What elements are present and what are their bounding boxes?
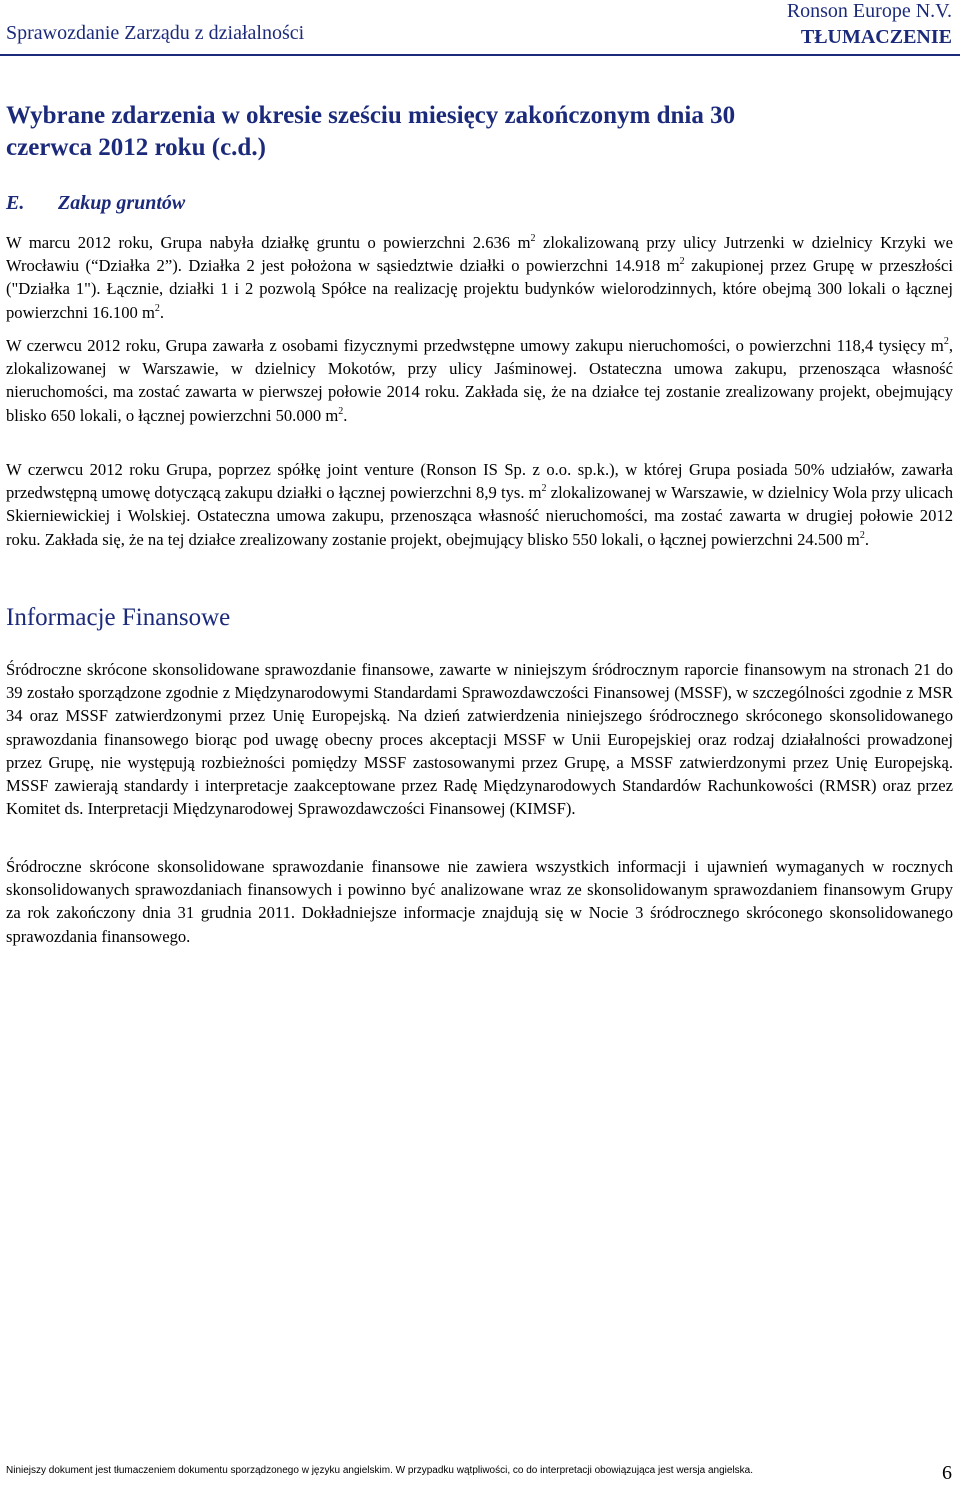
company-name: Ronson Europe N.V.	[786, 0, 952, 22]
superscript: 2	[679, 256, 685, 268]
paragraph-land-purchase-wola	[6, 458, 953, 551]
paragraph-land-purchase-mokotow	[6, 334, 953, 427]
superscript: 2	[541, 483, 547, 495]
page-number: 6	[942, 1462, 952, 1484]
footer-translation-note: Niniejszy dokument jest tłumaczeniem dokumentu sporządzonego w języku angielskim. W przypadku wątpliwości, co do interpretacji obowiązująca jest wersja angielska.	[6, 1465, 754, 1476]
header-divider	[0, 54, 960, 56]
section-title: Wybrane zdarzenia w okresie sześciu miesięcy zakończonym dnia 30 czerwca 2012 roku (c.d.)	[6, 102, 736, 161]
paragraph-financial-basis: Śródroczne skrócone skonsolidowane sprawozdanie finansowe, zawarte w niniejszym śródrocznym raporcie finansowym na stronach 21 do 39 zostało sporządzone zgodnie z Międzynarodowymi Standardami Sprawozdawczości Finansowej (MSSF), w szczególności zgodnie z MSR 34 oraz MSSF zatwierdzonymi przez Unię Europejską. Na dzień zatwierdzenia niniejszego śródrocznego skróconego skonsolidowanego sprawozdania finansowego biorąc pod uwagę obecny proces akceptacji MSSF w Unii Europejskiej oraz rodzaj działalności prowadzonej przez Grupę, nie występują rozbieżności pomiędzy MSSF zastosowanymi przez Grupę, a MSSF zatwierdzonymi przez Unię Europejską. MSSF zawierają standardy i interpretacje zaakceptowane przez Radę Międzynarodowych Standardów Rachunkowości (RMSR) oraz przez Komitet ds. Interpretacji Międzynarodowej Sprawozdawczości Finansowej (KIMSF).	[6, 660, 953, 819]
paragraph-land-purchase-wroclaw	[6, 231, 953, 324]
translation-label: TŁUMACZENIE	[800, 26, 952, 48]
subsection-heading	[6, 192, 185, 215]
subsection-letter: E.	[6, 192, 25, 214]
text-run: zakupionej przez Grupę w przeszłości ("Działka 1"). Łącznie, działki 1 i 2 pozwolą Spółce na realizację projektu budynków wielorodzinnych, które obejmą 300 lokali o łącznej powierzchni 16.100 m	[6, 256, 953, 322]
superscript: 2	[530, 233, 536, 244]
text-run: W czerwcu 2012 roku, Grupa zawarła z osobami fizycznymi przedwstępne umowy zakupu nieruchomości, o powierzchni 118,4 tysięcy m	[6, 336, 944, 355]
text-run: zlokalizowanej w Warszawie, w dzielnicy Wola przy ulicach Skierniewickiej i Wolskiej. Ostateczna umowa zakupu, przenosząca własność nieruchomości, ma zostać zawarta w drugiej połowie 2012 roku. Zakłada się, że na tej działce zrealizowany zostanie projekt, obejmujący blisko 550 lokali, o łącznej powierzchni 24.500 m	[6, 483, 953, 549]
subsection-title: Zakup gruntów	[58, 192, 186, 214]
superscript: 2	[154, 302, 160, 314]
text-run: .	[864, 529, 869, 549]
paragraph-financial-scope: Śródroczne skrócone skonsolidowane sprawozdanie finansowe nie zawiera wszystkich informacji i ujawnień wymaganych w rocznych skonsolidowanych sprawozdaniach finansowych i powinno być analizowane wraz ze skonsolidowanym sprawozdaniem finansowym Grupy za rok zakończony dnia 31 grudnia 2011. Dokładniejsze informacje znajdują się w Nocie 3 śródrocznego skróconego skonsolidowanego sprawozdania finansowego.	[6, 857, 953, 946]
superscript: 2	[338, 405, 344, 417]
text-run: , zlokalizowanej w Warszawie, w dzielnicy Mokotów, przy ulicy Jaśminowej. Ostateczna umowa zakupu, przenosząca własność nieruchomości, ma zostać zawarta w pierwszej połowie 2014 roku. Zakłada się, że na działce tej zostanie zrealizowany projekt, obejmujący blisko 650 lokali, o łącznej powierzchni 50.000 m	[6, 336, 953, 425]
text-run: zlokalizowaną przy ulicy Jutrzenki w dzielnicy Krzyki we Wrocławiu (“Działka 2”). Działka 2 jest położona w sąsiedztwie działki o powierzchni 14.918 m	[6, 233, 953, 276]
superscript: 2	[859, 529, 865, 541]
text-run: W marcu 2012 roku, Grupa nabyła działkę gruntu o powierzchni 2.636 m	[6, 233, 531, 252]
text-run: W czerwcu 2012 roku Grupa, poprzez spółkę joint venture (Ronson IS Sp. z o.o. sp.k.), w której Grupa posiada 50% udziałów, zawarła przedwstępną umowę dotyczącą zakupu działki o łącznej powierzchni 8,9 tys. m	[6, 460, 953, 503]
financial-info-heading: Informacje Finansowe	[6, 604, 231, 631]
text-run: .	[159, 302, 165, 322]
superscript: 2	[943, 336, 949, 347]
header-right	[787, 0, 952, 50]
text-run: .	[343, 405, 348, 425]
report-title: Sprawozdanie Zarządu z działalności	[6, 22, 305, 44]
